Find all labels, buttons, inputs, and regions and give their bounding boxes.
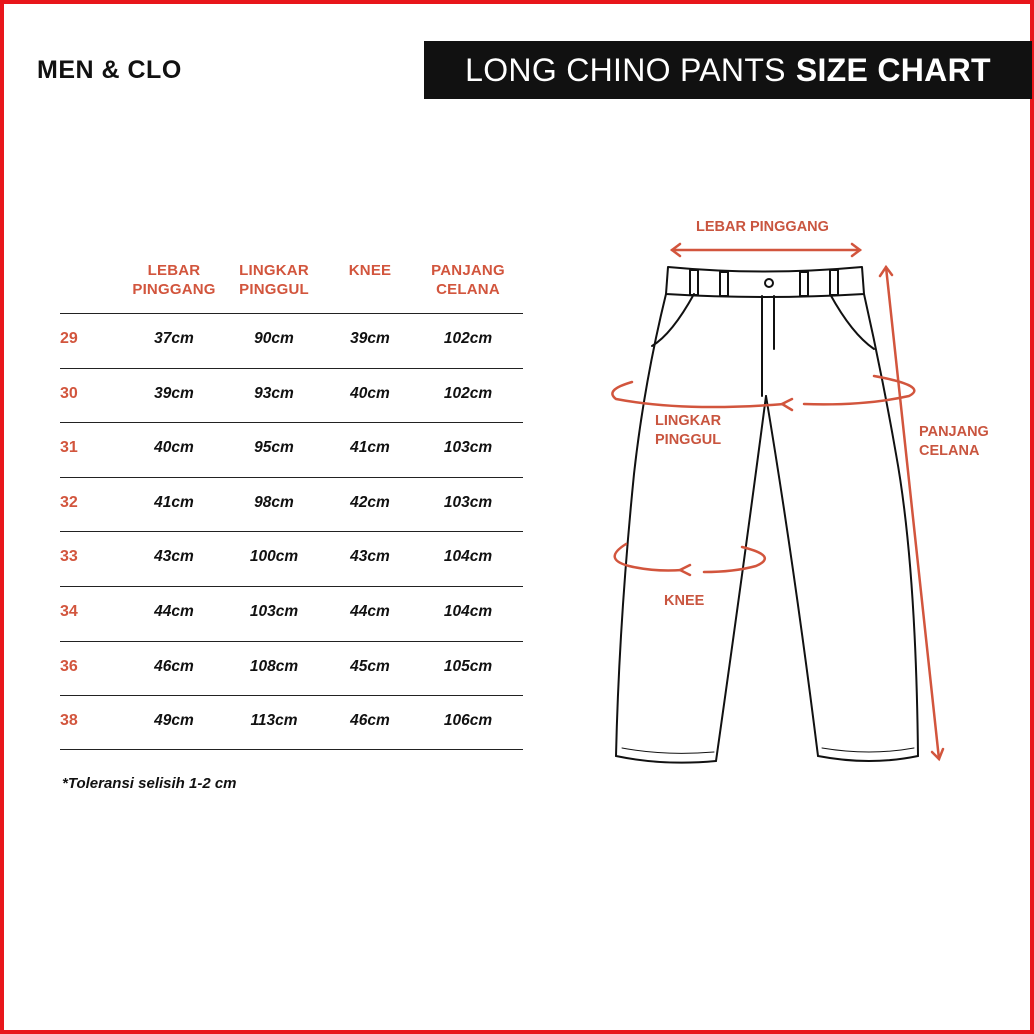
waist-label: LEBAR PINGGANG xyxy=(696,219,829,235)
cell-knee: 44cm xyxy=(350,602,390,620)
cell-panjang-celana: 103cm xyxy=(443,439,493,457)
cell-panjang-celana: 105cm xyxy=(443,657,493,675)
page-title xyxy=(424,41,1032,99)
cell-knee: 43cm xyxy=(350,548,390,566)
table-row xyxy=(60,695,523,750)
cell-lingkar-pinggul: 98cm xyxy=(254,493,294,511)
cell-lebar-pinggang: 39cm xyxy=(154,384,194,402)
header-knee xyxy=(349,261,391,280)
cell-knee: 39cm xyxy=(350,330,390,347)
size-label: 34 xyxy=(60,602,78,620)
pants-diagram xyxy=(594,204,954,774)
cell-lingkar-pinggul: 90cm xyxy=(254,330,294,347)
hip-label-line: PINGGUL xyxy=(655,432,722,448)
table-row xyxy=(60,586,523,641)
hip-label-line: LINGKAR xyxy=(655,413,722,429)
size-label: 36 xyxy=(60,657,78,675)
size-label: 30 xyxy=(60,384,78,402)
knee-label: KNEE xyxy=(664,593,705,609)
cell-panjang-celana: 104cm xyxy=(443,548,493,566)
header-line: PINGGUL xyxy=(239,281,309,298)
cell-knee: 46cm xyxy=(350,712,390,730)
table-row xyxy=(60,313,523,368)
cell-lingkar-pinggul: 93cm xyxy=(254,384,294,402)
hip-label xyxy=(655,412,721,450)
waist-button-icon xyxy=(765,279,773,287)
length-label-line: PANJANG xyxy=(919,424,989,440)
size-label: 38 xyxy=(60,712,78,730)
cell-lebar-pinggang: 41cm xyxy=(154,493,194,511)
cell-lebar-pinggang: 44cm xyxy=(154,602,194,620)
brand-logo: MEN & CLO xyxy=(37,56,182,84)
header-lebar-pinggang xyxy=(132,261,215,299)
size-label: 29 xyxy=(60,330,78,347)
cell-lingkar-pinggul: 100cm xyxy=(249,548,299,566)
header-line: LEBAR xyxy=(147,262,201,279)
cell-lingkar-pinggul: 103cm xyxy=(249,602,299,620)
cell-panjang-celana: 102cm xyxy=(443,330,493,347)
cell-lebar-pinggang: 40cm xyxy=(154,439,194,457)
table-row xyxy=(60,641,523,696)
cell-lebar-pinggang: 37cm xyxy=(154,330,194,347)
cell-lebar-pinggang: 46cm xyxy=(154,657,194,675)
table-header-row xyxy=(60,257,523,313)
table-row xyxy=(60,531,523,586)
cell-panjang-celana: 104cm xyxy=(443,602,493,620)
size-label: 31 xyxy=(60,439,78,457)
header-line: CELANA xyxy=(436,281,500,298)
cell-lingkar-pinggul: 108cm xyxy=(249,657,299,675)
pants-outline xyxy=(616,267,918,763)
page-title-bold: SIZE CHART xyxy=(795,51,991,88)
cell-lingkar-pinggul: 113cm xyxy=(250,712,298,730)
size-label: 33 xyxy=(60,548,78,566)
cell-panjang-celana: 102cm xyxy=(443,384,493,402)
cell-panjang-celana: 103cm xyxy=(443,493,493,511)
length-label xyxy=(919,423,989,461)
header-line: PANJANG xyxy=(431,262,505,279)
size-table xyxy=(60,257,523,750)
table-row xyxy=(60,422,523,477)
header-line: LINGKAR xyxy=(239,262,309,279)
tolerance-note: *Toleransi selisih 1-2 cm xyxy=(62,775,237,792)
table-row xyxy=(60,368,523,423)
cell-lingkar-pinggul: 95cm xyxy=(254,439,294,457)
length-label-line: CELANA xyxy=(919,443,980,459)
cell-knee: 42cm xyxy=(350,493,390,511)
header-panjang-celana xyxy=(431,261,505,299)
cell-knee: 45cm xyxy=(350,657,390,675)
header-lingkar-pinggul xyxy=(239,261,309,299)
cell-lebar-pinggang: 49cm xyxy=(154,712,194,730)
cell-lebar-pinggang: 43cm xyxy=(154,548,194,566)
cell-knee: 40cm xyxy=(350,384,390,402)
measurement-guides xyxy=(612,244,943,759)
header-line: KNEE xyxy=(348,262,392,279)
table-row xyxy=(60,477,523,532)
cell-panjang-celana: 106cm xyxy=(443,712,493,730)
cell-knee: 41cm xyxy=(350,439,390,457)
size-label: 32 xyxy=(60,493,78,511)
page-title-light: LONG CHINO PANTS xyxy=(465,51,786,88)
header-line: PINGGANG xyxy=(132,281,216,298)
